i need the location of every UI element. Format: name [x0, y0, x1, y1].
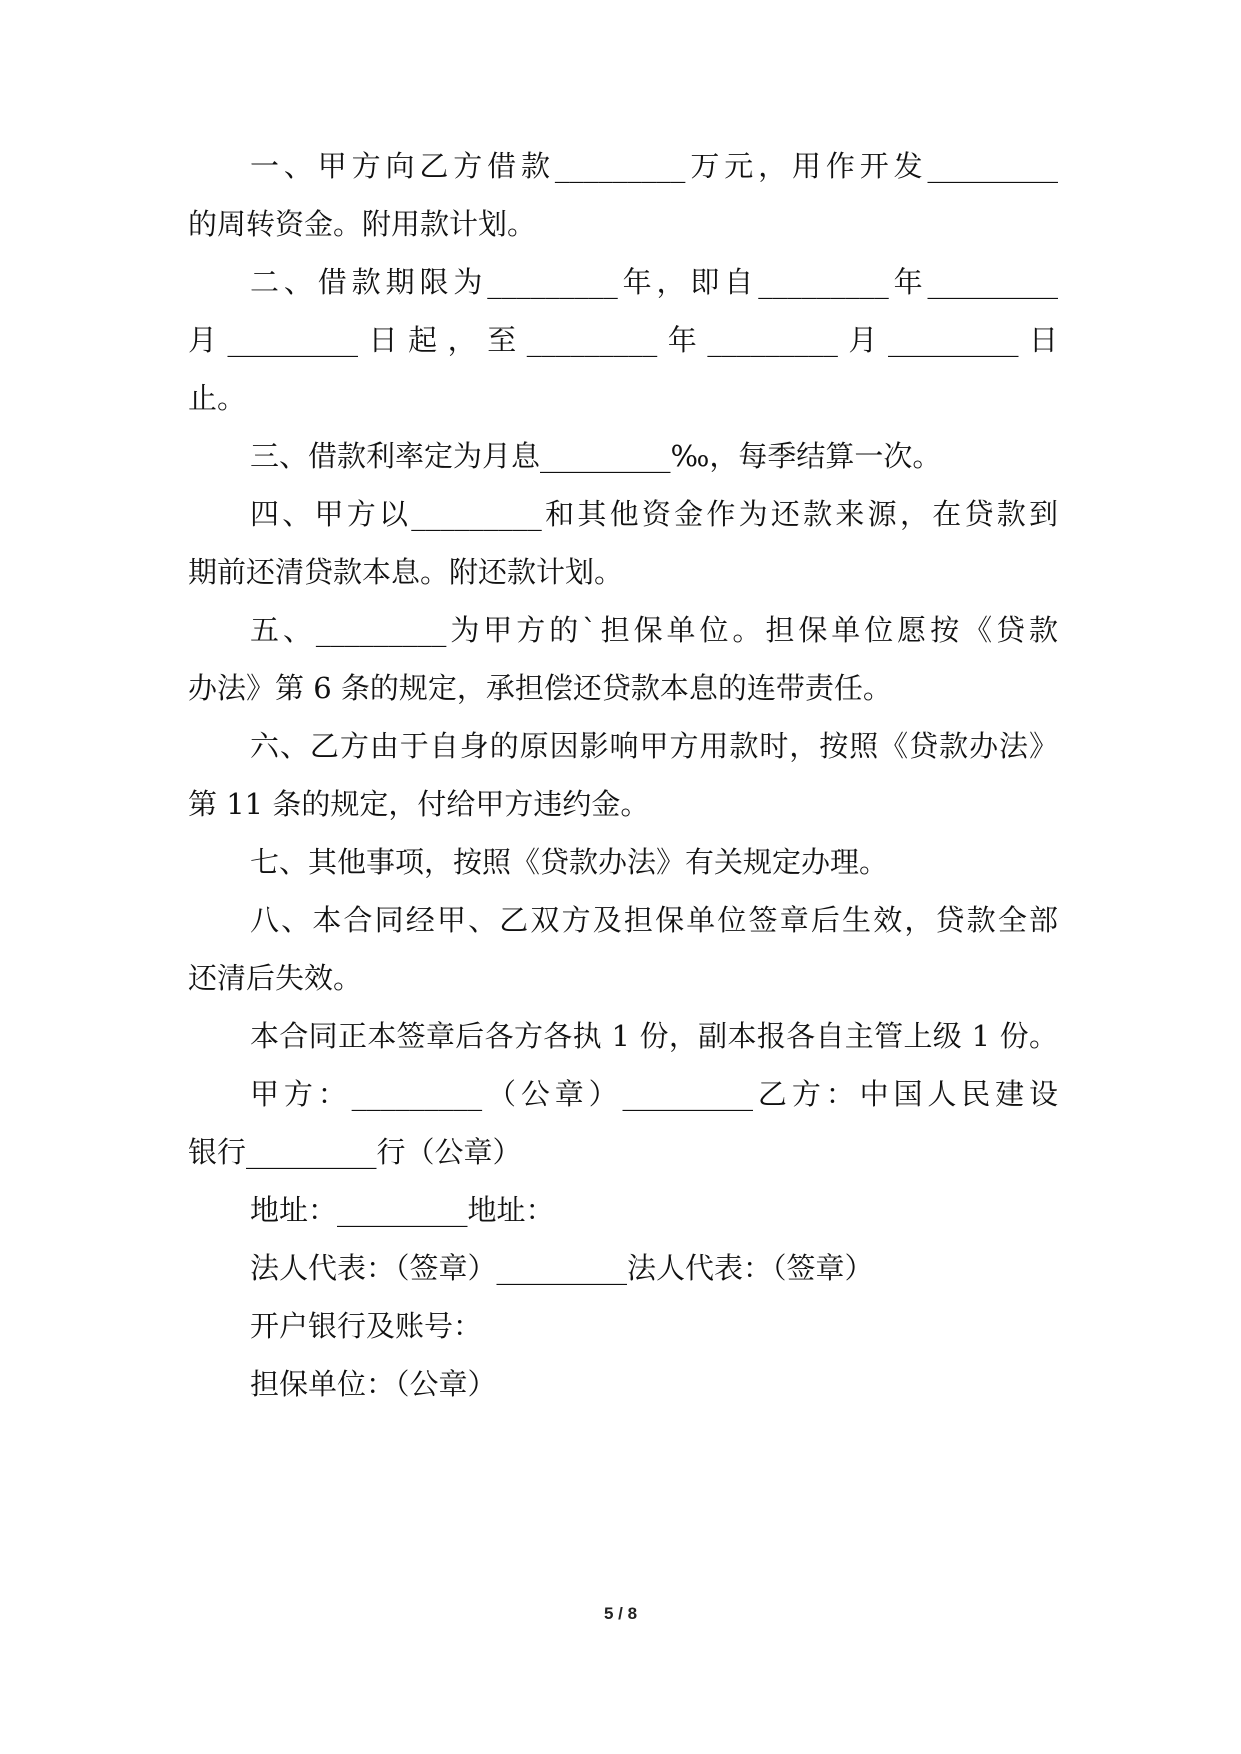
bank-account-line: 开户银行及账号： — [250, 1309, 483, 1343]
clause-2-line-2: 月_________日起，至_________年_________月_________日 — [188, 323, 1058, 357]
clause-5-line-1: 五、_________为甲方的`担保单位。担保单位愿按《贷款 — [250, 613, 1058, 647]
address-line: 地址：_________地址： — [250, 1193, 555, 1227]
clause-6-line-1: 六、乙方由于自身的原因影响甲方用款时，按照《贷款办法》 — [250, 729, 1058, 763]
clause-7-line-1: 七、其他事项，按照《贷款办法》有关规定办理。 — [250, 845, 889, 879]
clause-2-line-1: 二、借款期限为_________年，即自_________年_________ — [250, 265, 1058, 299]
clause-8-line-2: 还清后失效。 — [188, 961, 363, 995]
party-a-line-1: 甲方：_________（公章）_________乙方：中国人民建设 — [250, 1077, 1058, 1111]
clause-1-line-1: 一、甲方向乙方借款_________万元，用作开发_________ — [250, 149, 1058, 183]
clause-8-line-1: 八、本合同经甲、乙双方及担保单位签章后生效，贷款全部 — [250, 903, 1058, 937]
clause-4-line-1: 四、甲方以_________和其他资金作为还款来源，在贷款到 — [250, 497, 1058, 531]
legal-representative-line: 法人代表：（签章）_________法人代表：（签章） — [250, 1251, 874, 1285]
guarantor-line: 担保单位：（公章） — [250, 1367, 497, 1401]
clause-5-line-2: 办法》第 6 条的规定，承担偿还贷款本息的连带责任。 — [188, 671, 892, 705]
clause-6-line-2: 第 11 条的规定，付给甲方违约金。 — [188, 787, 650, 821]
clause-2-line-3: 止。 — [188, 381, 247, 415]
clause-3-line-1: 三、借款利率定为月息_________‰，每季结算一次。 — [250, 439, 942, 473]
clause-4-line-2: 期前还清贷款本息。附还款计划。 — [188, 555, 624, 589]
clause-1-line-2: 的周转资金。附用款计划。 — [188, 207, 537, 241]
page-number: 5 / 8 — [603, 1604, 638, 1623]
copies-clause: 本合同正本签章后各方各执 1 份，副本报各自主管上级 1 份。 — [250, 1019, 1058, 1053]
party-a-line-2: 银行_________行（公章） — [188, 1135, 522, 1169]
